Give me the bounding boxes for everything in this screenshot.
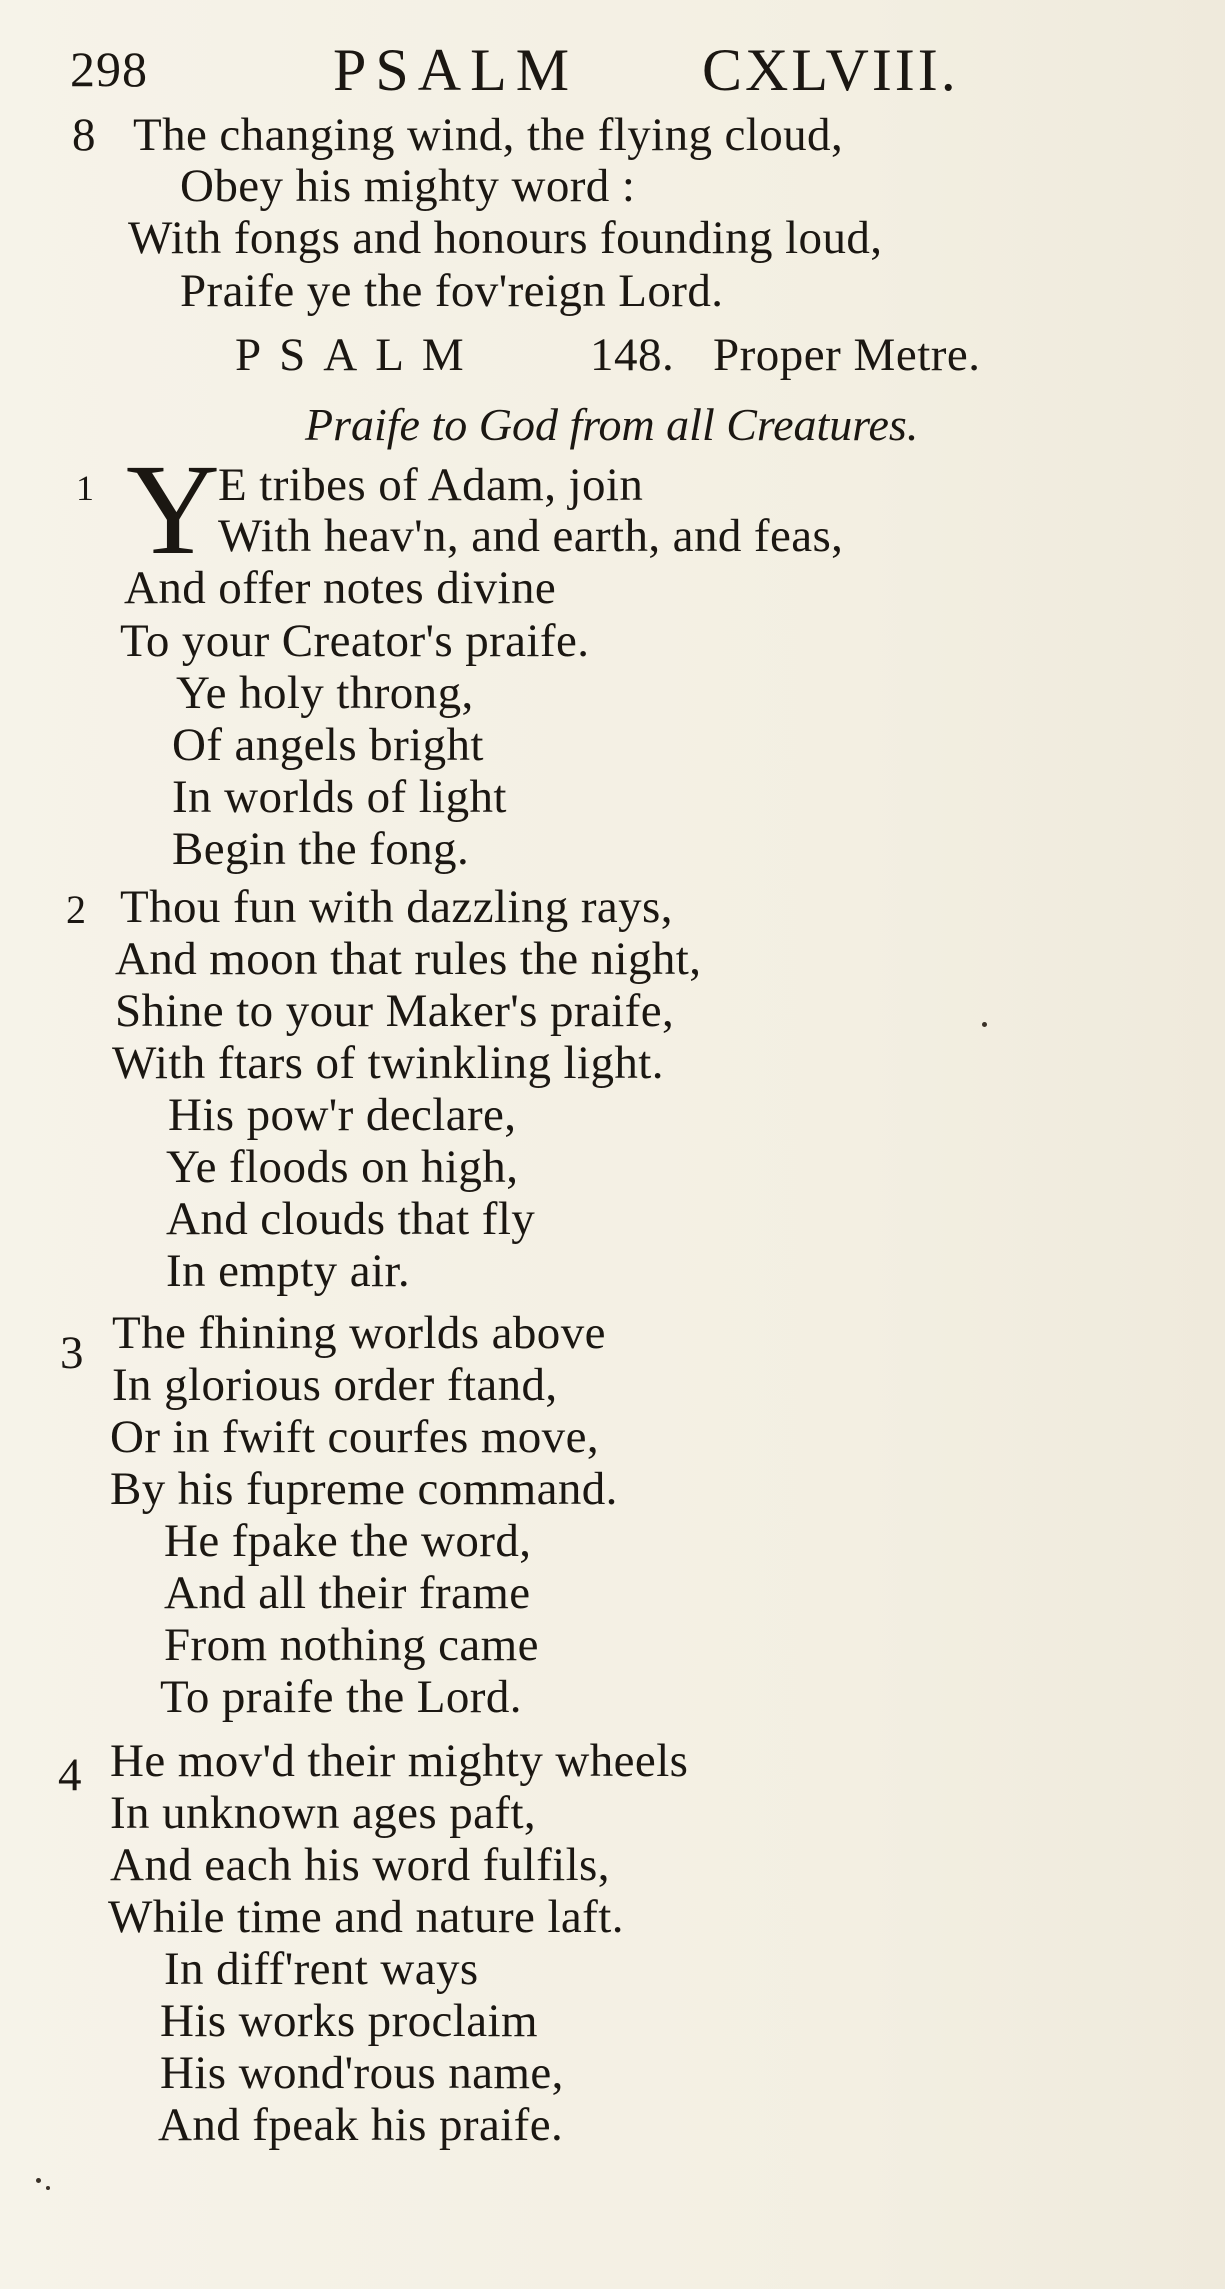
stanza-number: 8 <box>72 109 96 161</box>
page-number: 298 <box>70 41 148 97</box>
verse-line: Praife ye the fov'reign Lord. <box>180 265 724 317</box>
verse-line: And fpeak his praife. <box>158 2099 564 2151</box>
verse-line: Or in fwift courfes move, <box>110 1411 599 1463</box>
verse-line: E tribes of Adam, join <box>218 459 644 511</box>
verse-line: While time and nature laft. <box>108 1891 624 1943</box>
verse-line: He fpake the word, <box>164 1515 532 1567</box>
psalm-heading-word: PSALM <box>235 329 482 381</box>
stanza-number: 4 <box>58 1749 82 1801</box>
verse-line: And all their frame <box>164 1567 531 1619</box>
ink-speck <box>46 2186 50 2190</box>
verse-line: His works proclaim <box>160 1995 538 2047</box>
verse-line: By his fupreme command. <box>110 1463 618 1515</box>
running-header-title: PSALM <box>333 37 579 103</box>
verse-line: And offer notes divine <box>124 562 557 614</box>
stanza-number: 1 <box>76 468 94 508</box>
verse-line: His pow'r declare, <box>168 1089 517 1141</box>
verse-line: In unknown ages paft, <box>110 1787 537 1839</box>
ink-speck <box>36 2178 41 2183</box>
verse-line: With heav'n, and earth, and feas, <box>218 510 844 562</box>
verse-line: Shine to your Maker's praife, <box>115 985 675 1037</box>
drop-cap: Y <box>126 438 220 582</box>
verse-line: In worlds of light <box>172 771 507 823</box>
verse-line: Ye holy throng, <box>176 667 474 719</box>
verse-line: From nothing came <box>164 1619 539 1671</box>
verse-line: To praife the Lord. <box>160 1671 522 1723</box>
stanza-number: 3 <box>60 1327 84 1379</box>
psalm-heading-number: 148. <box>590 329 675 381</box>
verse-line: With fongs and honours founding loud, <box>128 212 883 264</box>
verse-line: Thou fun with dazzling rays, <box>120 881 673 933</box>
verse-line: Of angels bright <box>172 719 484 771</box>
verse-line: To your Creator's praife. <box>120 615 590 667</box>
verse-line: With ftars of twinkling light. <box>112 1037 664 1089</box>
running-header-numeral: CXLVIII. <box>702 37 959 103</box>
verse-line: And clouds that fly <box>166 1193 536 1245</box>
psalm-heading-metre: Proper Metre. <box>713 329 981 381</box>
verse-line: His wond'rous name, <box>160 2047 564 2099</box>
verse-line: The fhining worlds above <box>112 1307 606 1359</box>
verse-line: In diff'rent ways <box>164 1943 479 1995</box>
verse-line: The changing wind, the flying cloud, <box>133 109 844 161</box>
verse-line: Ye floods on high, <box>166 1141 519 1193</box>
ink-speck <box>982 1022 987 1027</box>
stanza-number: 2 <box>66 887 86 932</box>
verse-line: And moon that rules the night, <box>115 933 702 985</box>
hymn-title: Praife to God from all Creatures. <box>305 399 919 450</box>
verse-line: In empty air. <box>166 1245 411 1297</box>
verse-line: And each his word fulfils, <box>110 1839 610 1891</box>
verse-line: Obey his mighty word : <box>180 160 636 212</box>
verse-line: Begin the fong. <box>172 823 470 875</box>
verse-line: He mov'd their mighty wheels <box>110 1735 689 1787</box>
verse-line: In glorious order ftand, <box>112 1359 558 1411</box>
